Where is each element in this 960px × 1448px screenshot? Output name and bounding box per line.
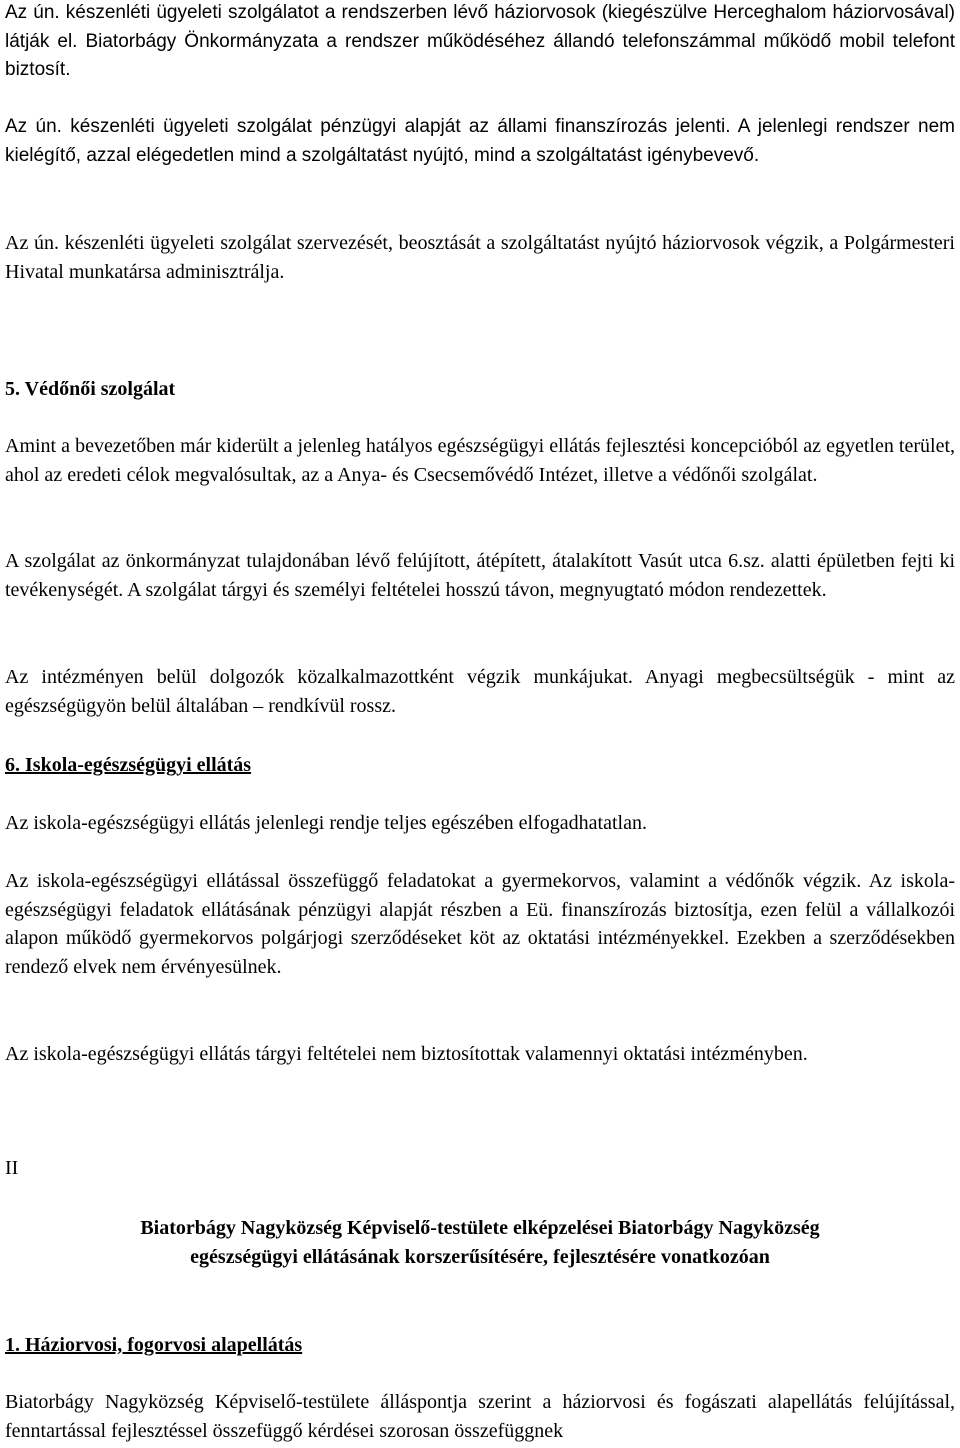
paragraph-vedonoi-megbecsules: Az intézményen belül dolgozók közalkalmazottként végzik munkájukat. Anyagi megbecsültségük - mint az egészségügyön belül általában – rendkívül rossz. bbox=[5, 666, 955, 717]
paragraph-iskola-rend: Az iskola-egészségügyi ellátás jelenlegi rendje teljes egészében elfogadhatatlan. bbox=[5, 812, 647, 834]
section-roman-numeral: II bbox=[5, 1157, 19, 1179]
heading-haziorvosi-alapellatas: 1. Háziorvosi, fogorvosi alapellátás bbox=[5, 1334, 303, 1356]
heading-iskola-egeszsegugy: 6. Iskola-egészségügyi ellátás bbox=[5, 754, 252, 776]
section-title-line-2: egészségügyi ellátásának korszerűsítésére, fejlesztésére vonatkozóan bbox=[190, 1246, 770, 1268]
heading-vedonoi-szolgalat: 5. Védőnői szolgálat bbox=[5, 378, 176, 400]
paragraph-vedonoi-epulet: A szolgálat az önkormányzat tulajdonában lévő felújított, átépített, átalakított Vasút utca 6.sz. alatti épületben fejti ki tevékenységét. A szolgálat tárgyi és személyi feltételei hosszú távon, megnyugtató módon rendezettek. bbox=[5, 550, 955, 601]
paragraph-iskola-feladatok: Az iskola-egészségügyi ellátással összefüggő feladatokat a gyermekorvos, valamint a védőnők végzik. Az iskola-egészségügyi feladatok ellátásának pénzügyi alapját részben a Eü. finanszírozás biztosítja, ezen felül a vállalkozói alapon működő gyermekorvos polgárjogi szerződéseket köt az oktatási intézményekkel. Ezekben a szerződésekben rendező elvek nem érvényesülnek. bbox=[5, 870, 955, 978]
paragraph-vedonoi-bevezeto: Amint a bevezetőben már kiderült a jelenleg hatályos egészségügyi ellátás fejlesztési koncepcióból az egyetlen terület, ahol az eredeti célok megvalósultak, az a Anya- és Csecsemővédő Intézet, illetve a védőnői szolgálat. bbox=[5, 435, 955, 486]
section-title bbox=[5, 1214, 955, 1272]
paragraph-ugyelet-szervezes: Az ún. készenléti ügyeleti szolgálat szervezését, beosztását a szolgáltatást nyújtó háziorvosok végzik, a Polgármesteri Hivatal munkatársa adminisztrálja. bbox=[5, 232, 955, 283]
paragraph-haziorvosi-allaspont: Biatorbágy Nagyközség Képviselő-testülete álláspontja szerint a háziorvosi és fogászati alapellátás felújítással, fenntartással fejlesztéssel összefüggő kérdései szorosan összefüggnek bbox=[5, 1391, 955, 1442]
paragraph-ugyelet-finanszirozas: Az ún. készenléti ügyeleti szolgálat pénzügyi alapját az állami finanszírozás jelenti. A jelenlegi rendszer nem kielégítő, azzal elégedetlen mind a szolgáltatást nyújtó, mind a szolgáltatást igénybevevő. bbox=[5, 116, 955, 166]
section-title-line-1: Biatorbágy Nagyközség Képviselő-testülete elképzelései Biatorbágy Nagyközség bbox=[140, 1217, 820, 1239]
paragraph-ugyelet-intro: Az ún. készenléti ügyeleti szolgálatot a rendszerben lévő háziorvosok (kiegészülve Herceghalom háziorvosával) látják el. Biatorbágy Önkormányzata a rendszer működéséhez állandó telefonszámmal működő mobil telefont biztosít. bbox=[5, 2, 955, 81]
paragraph-iskola-feltetelek: Az iskola-egészségügyi ellátás tárgyi feltételei nem biztosítottak valamennyi oktatási intézményben. bbox=[5, 1043, 808, 1065]
